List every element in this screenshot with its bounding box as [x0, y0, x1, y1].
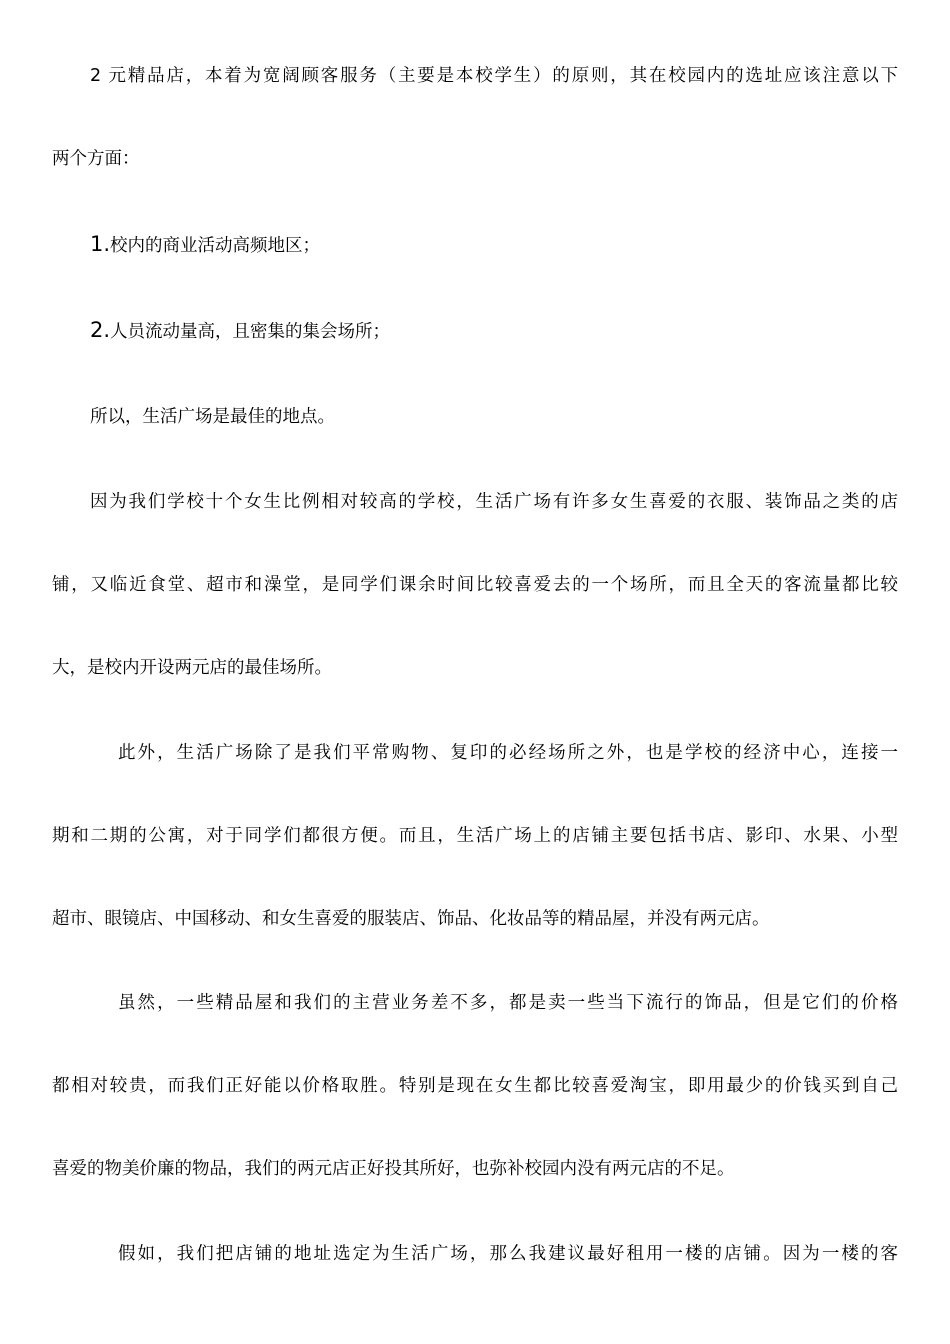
- although-line-1: 虽然，一些精品屋和我们的主营业务差不多，都是卖一些当下流行的饰品，但是它们的价格: [118, 993, 898, 1013]
- besides-line-2: 期和二期的公寓，对于同学们都很方便。而且，生活广场上的店铺主要包括书店、影印、水果、小型: [52, 826, 898, 846]
- list-text: 人员流动量高，且密集的集会场所；: [110, 322, 391, 342]
- list-number: 1.: [90, 232, 111, 256]
- although-line-3: 喜爱的物美价廉的物品，我们的两元店正好投其所好，也弥补校园内没有两元店的不足。: [52, 1159, 735, 1179]
- list-item-2: [90, 318, 390, 344]
- list-text: 校内的商业活动高频地区；: [110, 236, 321, 256]
- list-item-1: [90, 232, 320, 258]
- although-line-2: 都相对较贵，而我们正好能以价格取胜。特别是现在女生都比较喜爱淘宝，即用最少的价钱买到自己: [52, 1076, 898, 1096]
- reason-line-1: 因为我们学校十个女生比例相对较高的学校，生活广场有许多女生喜爱的衣服、装饰品之类的店: [90, 492, 898, 512]
- conclusion-line: 所以，生活广场是最佳的地点。: [90, 407, 335, 427]
- intro-line-1: 2 元精品店，本着为宽阔顾客服务（主要是本校学生）的原则，其在校园内的选址应该注意以下: [90, 66, 898, 86]
- intro-line-2: 两个方面：: [52, 149, 140, 169]
- suppose-line-1: 假如，我们把店铺的地址选定为生活广场，那么我建议最好租用一楼的店铺。因为一楼的客: [118, 1244, 898, 1264]
- list-number: 2.: [90, 318, 111, 342]
- besides-line-3: 超市、眼镜店、中国移动、和女生喜爱的服装店、饰品、化妆品等的精品屋，并没有两元店。: [52, 909, 770, 929]
- besides-line-1: 此外，生活广场除了是我们平常购物、复印的必经场所之外，也是学校的经济中心，连接一: [118, 743, 898, 763]
- reason-line-3: 大，是校内开设两元店的最佳场所。: [52, 658, 332, 678]
- reason-line-2: 铺，又临近食堂、超市和澡堂，是同学们课余时间比较喜爱去的一个场所，而且全天的客流量都比较: [52, 575, 898, 595]
